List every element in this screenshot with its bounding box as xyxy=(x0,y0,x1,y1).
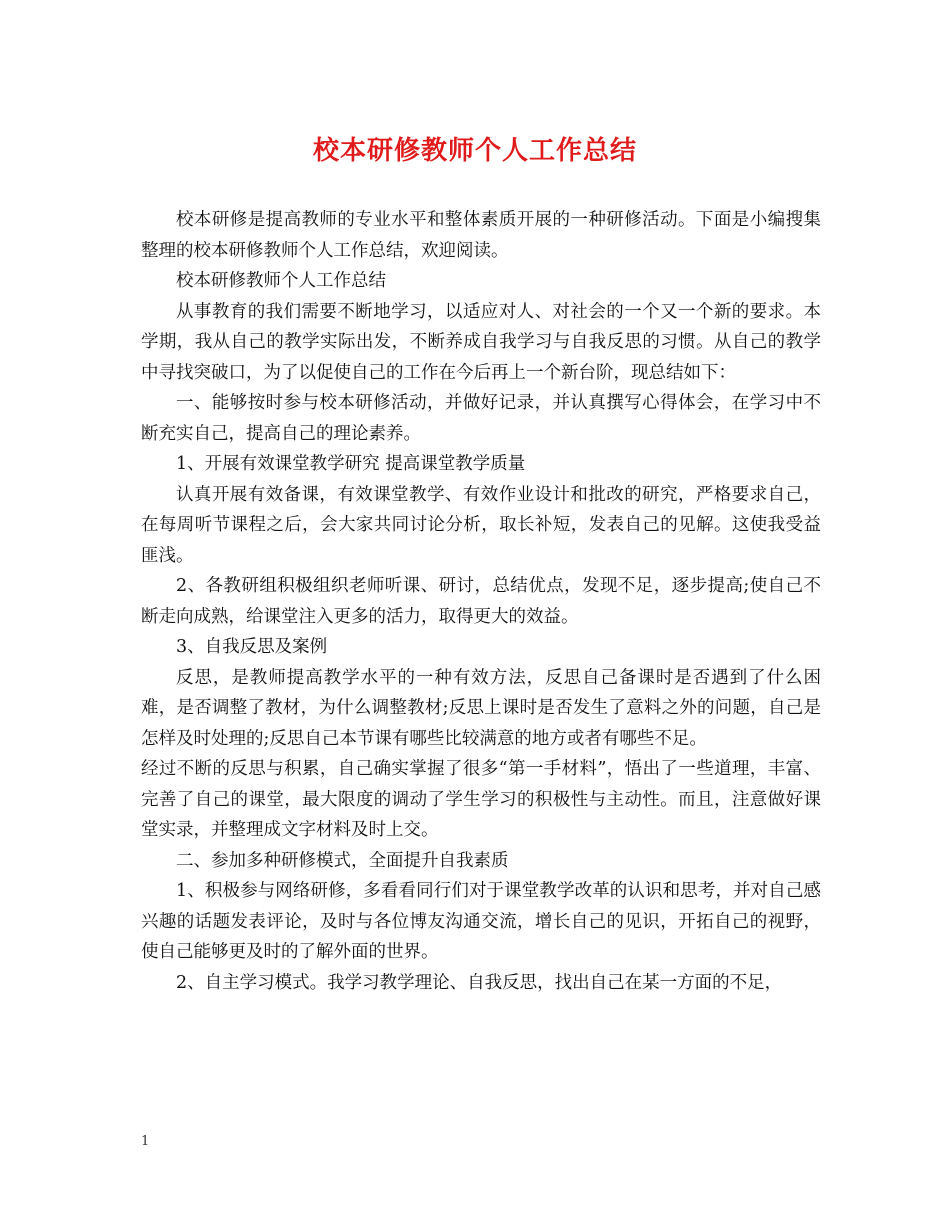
paragraph-item-1-heading: 1、开展有效课堂教学研究 提高课堂教学质量 xyxy=(176,454,526,474)
paragraph-self-study: 2、自主学习模式。我学习教学理论、自我反思，找出自己在某一方面的不足， xyxy=(176,972,783,993)
paragraph-section-one: 一、能够按时参与校本研修活动，并做好记录，并认真撰写心得体会，在学习中不断充实自己，提高自己的理论素养。 xyxy=(141,393,821,444)
page-number: 1 xyxy=(141,1134,150,1149)
paragraph-intro: 校本研修是提高教师的专业水平和整体素质开展的一种研修活动。下面是小编搜集整理的校本研修教师个人工作总结，欢迎阅读。 xyxy=(141,210,821,261)
paragraph-opening: 从事教育的我们需要不断地学习，以适应对人、对社会的一个又一个新的要求。本学期，我从自己的教学实际出发，不断养成自我学习与自我反思的习惯。从自己的教学中寻找突破口，为了以促使自己的工作在今后再上一个新台阶，现总结如下： xyxy=(141,301,821,383)
paragraph-item-3-body: 反思，是教师提高教学水平的一种有效方法，反思自己备课时是否遇到了什么困难，是否调整了教材，为什么调整教材;反思上课时是否发生了意料之外的问题，自己是怎样及时处理的;反思自己本节课有哪些比较满意的地方或者有哪些不足。 xyxy=(141,667,821,749)
paragraph-online-study: 1、积极参与网络研修，多看看同行们对于课堂教学改革的认识和思考，并对自己感兴趣的话题发表评论，及时与各位博友沟通交流，增长自己的见识，开拓自己的视野，使自己能够更及时的了解外面的世界。 xyxy=(141,881,821,962)
paragraph-item-3-continued: 经过不断的反思与积累，自己确实掌握了很多“第一手材料”，悟出了一些道理，丰富、完善了自己的课堂，最大限度的调动了学生学习的积极性与主动性。而且，注意做好课堂实录，并整理成文字材料及时上交。 xyxy=(141,759,821,840)
document-title: 校本研修教师个人工作总结 xyxy=(312,136,637,166)
paragraph-item-3-heading: 3、自我反思及案例 xyxy=(176,637,328,657)
document-body xyxy=(141,205,821,998)
paragraph-item-2: 2、各教研组积极组织老师听课、研讨，总结优点，发现不足，逐步提高;使自己不断走向成熟，给课堂注入更多的活力，取得更大的效益。 xyxy=(141,576,821,627)
paragraph-item-1-body: 认真开展有效备课，有效课堂教学、有效作业设计和批改的研究，严格要求自己，在每周听节课程之后，会大家共同讨论分析，取长补短，发表自己的见解。这使我受益匪浅。 xyxy=(141,484,821,566)
paragraph-section-two: 二、参加多种研修模式，全面提升自我素质 xyxy=(176,850,509,871)
paragraph-subtitle: 校本研修教师个人工作总结 xyxy=(176,271,386,291)
